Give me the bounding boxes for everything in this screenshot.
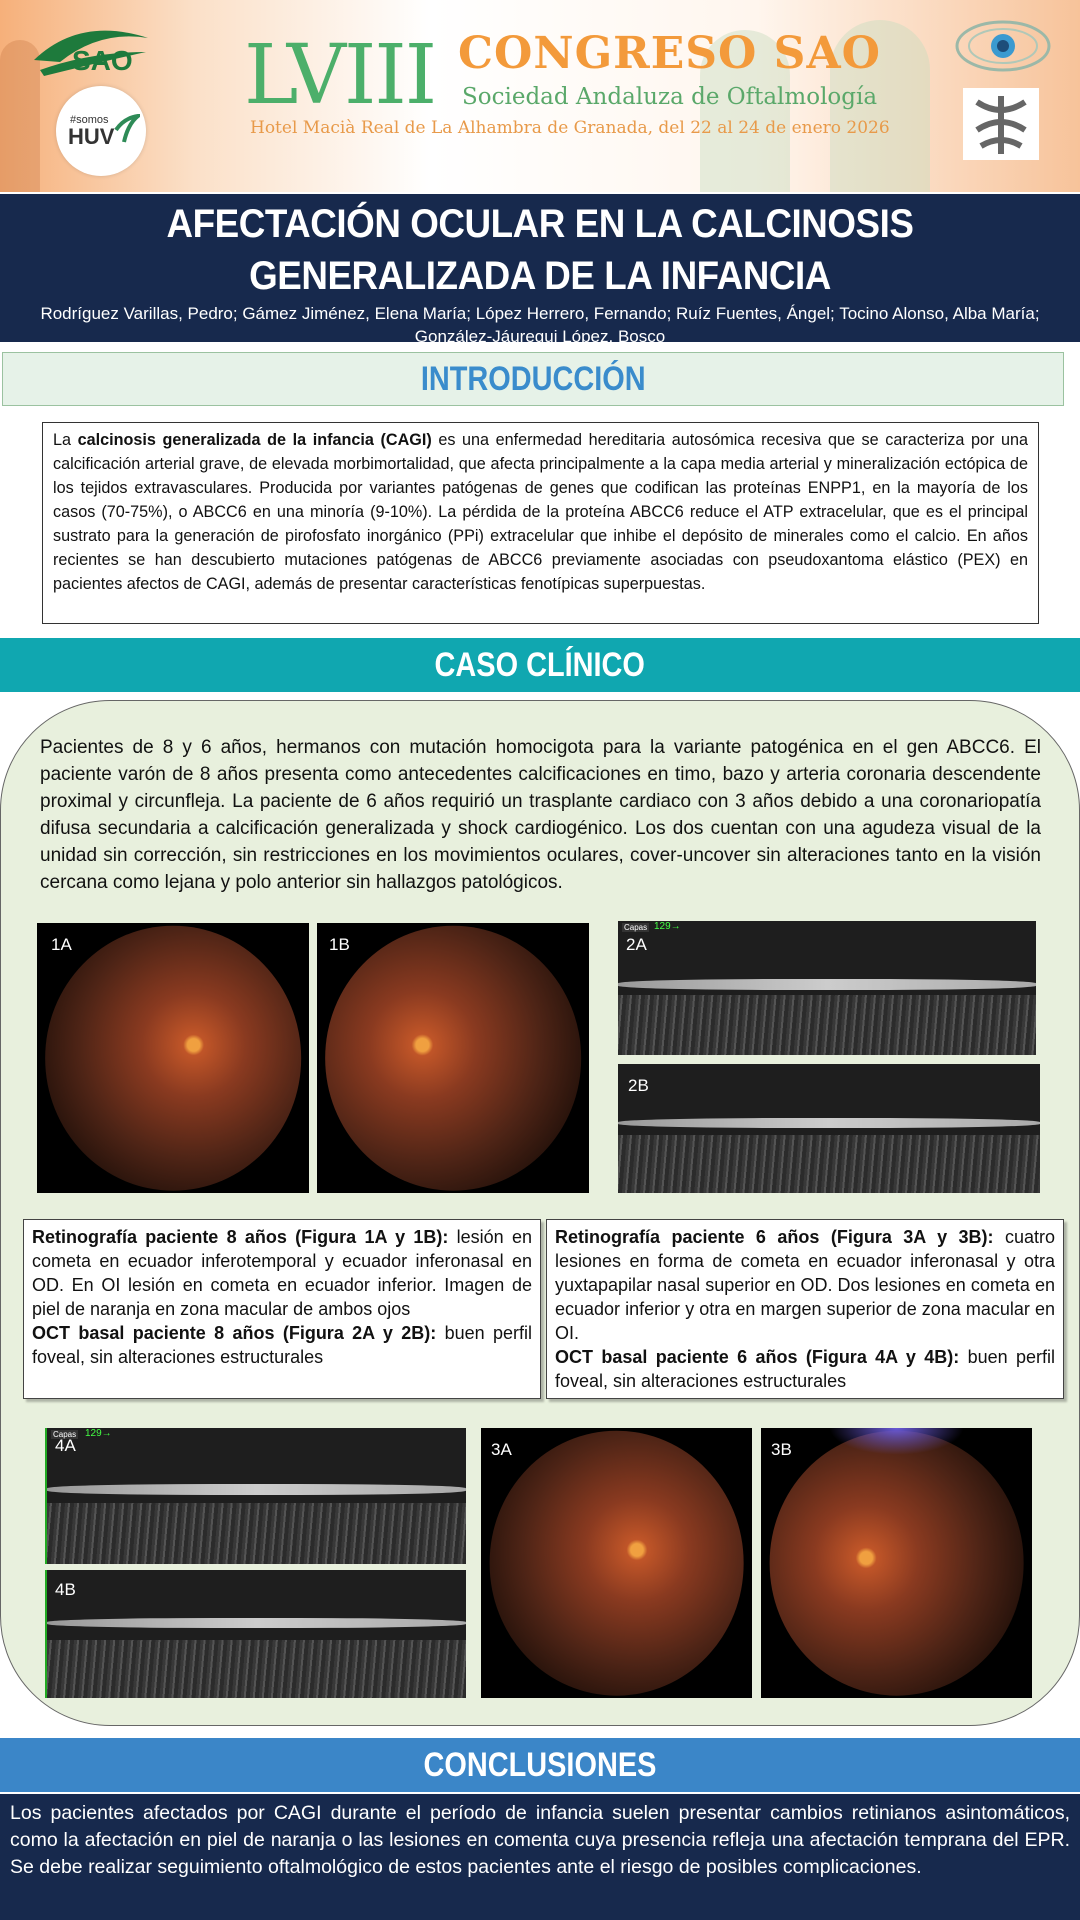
description-box-8-years: Retinografía paciente 8 años (Figura 1A y 1B): lesión en cometa en ecuador inferotemporal y ecuador inferonasal en OD. En OI lesión en cometa en ecuador inferior. Imagen de piel de naranja en zona macular de ambos ojos OCT basal paciente 8 años (Figura 2A y 2B): buen perfil foveal, sin alteraciones estructurales — [23, 1219, 541, 1399]
congress-edition: LVIII — [244, 28, 436, 123]
figure-label: 4B — [55, 1580, 76, 1599]
huv-hashtag: #somos — [70, 114, 109, 126]
figure-label: 2A — [626, 935, 647, 954]
huv-logo — [56, 86, 146, 176]
figure-4a-oct — [45, 1428, 466, 1564]
image-artifact-decoration — [829, 1428, 965, 1455]
svg-text:SAO: SAO — [72, 45, 133, 76]
medical-symbol-logo — [963, 88, 1039, 160]
sao-logo — [30, 22, 152, 78]
oct-tag: Capas — [624, 923, 648, 932]
case-heading: CASO CLÍNICO — [0, 638, 1080, 692]
introduction-heading: INTRODUCCIÓN — [2, 352, 1064, 406]
oct-tag: Capas — [53, 1430, 77, 1439]
introduction-text: La calcinosis generalizada de la infancia (CAGI) es una enfermedad hereditaria autosómica recesiva que se caracteriza por una calcificación arterial grave, de elevada morbimortalidad, que afecta principalmente a la capa media arterial y mineralización ectópica de los tejidos extravasculares. Producida por variantes patógenas de genes que codifican las proteínas ENPP1, en la mayoría de los casos (70-75%), o ABCC6 en una minoría (9-10%). La pérdida de la proteína ABCC6 reduce el ATP extracelular, que es el principal sustrato para la generación de pirofosfato inorgánico (PPi) extracelular que inhibe el depósito de minerales como el calcio. En años recientes se han descubierto mutaciones patógenas de ABCC6 previamente asociadas con pseudoxantoma elástico (PEX) en pacientes afectos de CAGI, además de presentar características fenotípicas superpuestas. — [42, 422, 1039, 624]
eye-logo — [954, 18, 1052, 74]
figure-2b-oct — [618, 1064, 1040, 1193]
figure-label: 2B — [628, 1076, 649, 1095]
figure-label: 3A — [491, 1440, 512, 1459]
poster-authors: Rodríguez Varillas, Pedro; Gámez Jiménez, Elena María; López Herrero, Fernando; Ruíz Fuentes, Ángel; Tocino Alonso, Alba María; González-Jáuregui López, Bosco — [40, 304, 1040, 346]
figure-3b-fundus — [761, 1428, 1032, 1698]
oct-slice-indicator: 129→ — [654, 921, 681, 932]
description-box-6-years: Retinografía paciente 6 años (Figura 3A y 3B): cuatro lesiones en forma de cometa en ecuador inferonasal y otra yuxtapapilar nasal superior en OD. Dos lesiones en cometa en ecuador inferior y otra en margen superior de zona macular en OI. OCT basal paciente 6 años (Figura 4A y 4B): buen perfil foveal, sin alteraciones estructurales — [546, 1219, 1064, 1399]
poster-title: AFECTACIÓN OCULAR EN LA CALCINOSIS GENERALIZADA DE LA INFANCIA — [166, 202, 914, 298]
caduceus-icon — [963, 88, 1039, 160]
congress-society: Sociedad Andaluza de Oftalmología — [462, 84, 878, 110]
conclusions-heading: CONCLUSIONES — [0, 1738, 1080, 1792]
case-description: Pacientes de 8 y 6 años, hermanos con mutación homocigota para la variante patogénica en el gen ABCC6. El paciente varón de 8 años presenta como antecedentes calcificaciones en timo, bazo y arteria coronaria descendente proximal y circunfleja. La paciente de 6 años requirió un trasplante cardiaco con 3 años debido a una coronariopatía difusa secundaria a calcificación generalizada y shock cardiogénico. Los dos cuentan con una agudeza visual de la unidad sin corrección, sin restricciones en los movimientos oculares, cover-uncover sin alteraciones tanto en la visión cercana como lejana y polo anterior sin hallazgos patológicos. — [40, 737, 1041, 893]
figure-label: 1B — [329, 935, 350, 954]
huv-check-icon — [114, 114, 140, 144]
intro-highlight: calcinosis generalizada de la infancia (CAGI) — [77, 431, 432, 449]
figure-3a-fundus — [481, 1428, 752, 1698]
congress-banner — [0, 0, 1080, 192]
title-band — [0, 194, 1080, 346]
figure-label: 1A — [51, 935, 72, 954]
figure-1b-fundus — [317, 923, 589, 1193]
congress-venue: Hotel Macià Real de La Alhambra de Granada, del 22 al 24 de enero 2026 — [250, 118, 890, 138]
figure-label: 4A — [55, 1436, 76, 1455]
figure-4b-oct — [45, 1570, 466, 1698]
huv-name: HUV — [68, 124, 115, 149]
congress-name: CONGRESO SAO — [458, 28, 881, 79]
figure-1a-fundus — [37, 923, 309, 1193]
figure-2a-oct — [618, 921, 1036, 1055]
figure-label: 3B — [771, 1440, 792, 1459]
oct-slice-indicator: 129→ — [85, 1428, 112, 1439]
conclusions-text: Los pacientes afectados por CAGI durante el período de infancia suelen presentar cambios retinianos asintomáticos, como la afectación en piel de naranja o las lesiones en comenta cuya presencia refleja una afectación temprana del EPR. Se debe realizar seguimiento oftalmológico de estos pacientes ante el riesgo de posibles complicaciones. — [0, 1794, 1080, 1920]
